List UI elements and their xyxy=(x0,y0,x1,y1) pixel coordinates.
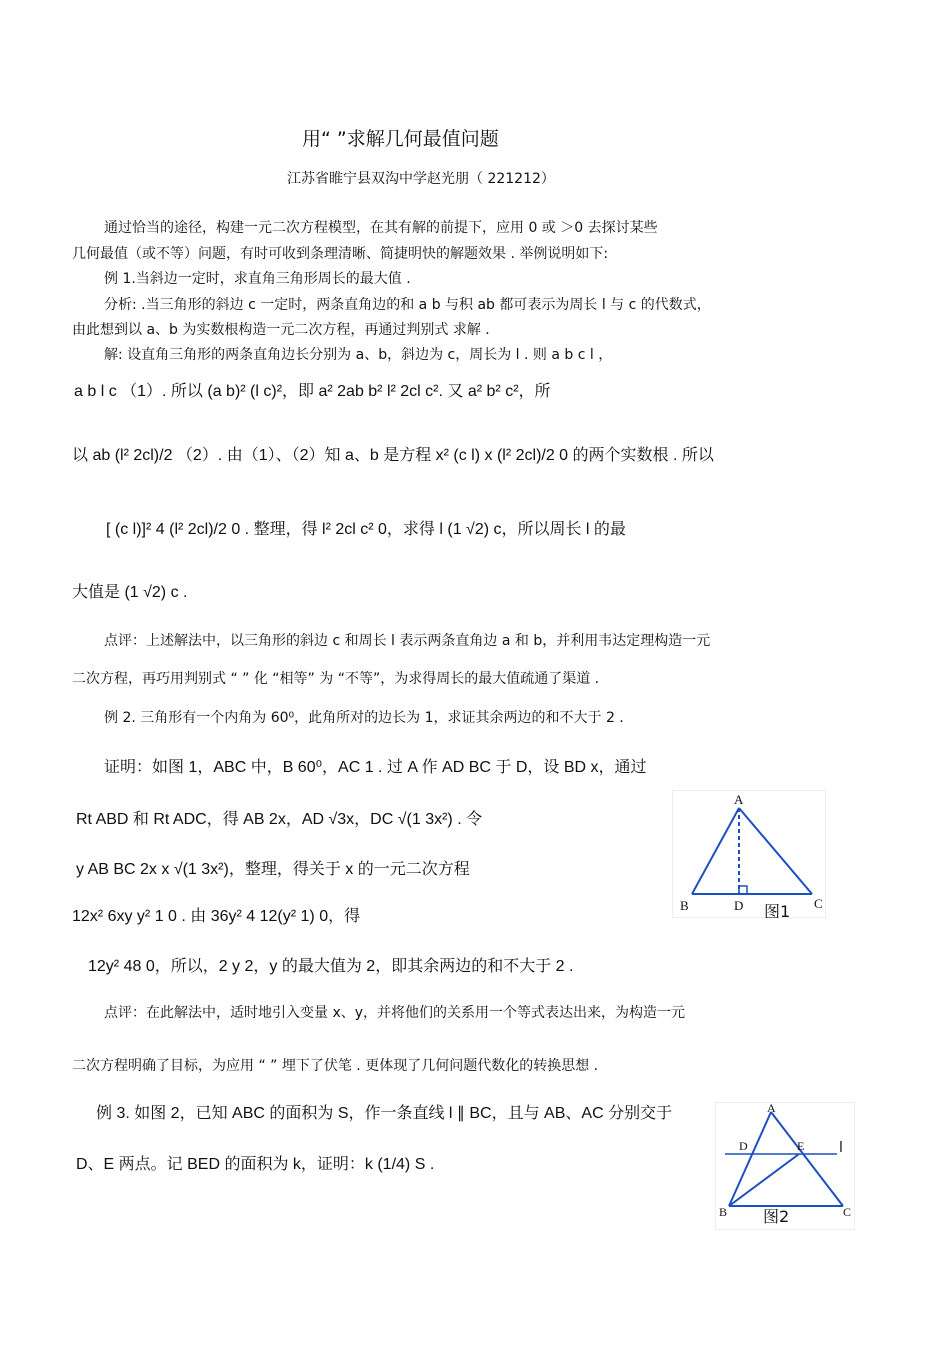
label-l: l xyxy=(839,1140,843,1156)
proof-line: Rt ABD 和 Rt ADC，得 AB 2x，AD √3x，DC √(1 3x²) . 令 xyxy=(76,811,483,828)
page-title: 用“ ”求解几何最值问题 xyxy=(302,128,499,150)
figure-1-caption: 图1 xyxy=(764,902,791,918)
comment-line: 点评：上述解法中，以三角形的斜边 c 和周长 l 表示两条直角边 a 和 b，并利用韦达定理构造一元 xyxy=(104,633,711,649)
body-line: 通过恰当的途径，构建一元二次方程模型，在其有解的前提下，应用 0 或 ＞0 去探讨某些 xyxy=(104,220,658,236)
body-line: 分析: .当三角形的斜边 c 一定时，两条直角边的和 a b 与积 ab 都可表示为周长 l 与 c 的代数式， xyxy=(104,297,711,313)
body-line: 几何最值（或不等）问题，有时可收到条理清晰、简捷明快的解题效果 . 举例说明如下: xyxy=(72,246,609,262)
label-d: D xyxy=(739,1139,748,1153)
comment-line: 二次方程明确了目标，为应用 “ ” 埋下了伏笔 . 更体现了几何问题代数化的转换思想 . xyxy=(72,1058,599,1074)
example-line: D、E 两点。记 BED 的面积为 k，证明：k (1/4) S . xyxy=(76,1156,435,1173)
label-c: C xyxy=(814,896,823,911)
label-b: B xyxy=(719,1205,728,1219)
proof-line: 证明：如图 1，ABC 中，B 60⁰，AC 1 . 过 A 作 AD BC 于 D，设 BD x，通过 xyxy=(104,759,647,776)
equation-line: 以 ab (l² 2cl)/2 （2）. 由（1）、（2）知 a、b 是方程 x² (c l) x (l² 2cl)/2 0 的两个实数根 . 所以 xyxy=(72,447,714,464)
label-e: E xyxy=(797,1139,805,1153)
label-a: A xyxy=(734,792,744,807)
equation-line: 大值是 (1 √2) c . xyxy=(72,584,188,601)
label-b: B xyxy=(680,898,689,913)
body-line: 例 1.当斜边一定时，求直角三角形周长的最大值 . xyxy=(104,271,411,287)
figure-2-caption: 图2 xyxy=(763,1207,790,1226)
proof-line: y AB BC 2x x √(1 3x²)，整理，得关于 x 的一元二次方程 xyxy=(76,861,470,878)
equation-line: [ (c l)]² 4 (l² 2cl)/2 0 . 整理，得 l² 2cl c² 0，求得 l (1 √2) c，所以周长 l 的最 xyxy=(106,521,626,538)
proof-line: 12y² 48 0，所以，2 y 2，y 的最大值为 2，即其余两边的和不大于 2 . xyxy=(88,958,574,975)
body-line: 由此想到以 a、b 为实数根构造一元二次方程，再通过判别式 求解 . xyxy=(72,322,490,338)
comment-line: 点评：在此解法中，适时地引入变量 x、y，并将他们的关系用一个等式表达出来，为构造一元 xyxy=(104,1005,686,1021)
figure-2 xyxy=(715,1102,855,1230)
author-line: 江苏省睢宁县双沟中学赵光朋（ 221212） xyxy=(287,171,555,187)
example-heading: 例 2. 三角形有一个内角为 60⁰，此角所对的边长为 1，求证其余两边的和不大于 2 . xyxy=(104,710,624,726)
label-c: C xyxy=(843,1205,852,1219)
figure-1 xyxy=(672,790,826,918)
label-a: A xyxy=(767,1102,776,1115)
proof-line: 12x² 6xy y² 1 0 . 由 36y² 4 12(y² 1) 0，得 xyxy=(72,908,361,925)
example-heading: 例 3. 如图 2，已知 ABC 的面积为 S，作一条直线 l ∥ BC，且与 AB、AC 分别交于 xyxy=(96,1105,673,1122)
body-line: 解: 设直角三角形的两条直角边长分别为 a、b，斜边为 c，周长为 l . 则 a b c l ， xyxy=(104,347,613,363)
equation-line: a b l c （1）. 所以 (a b)² (l c)²，即 a² 2ab b² l² 2cl c². 又 a² b² c²，所 xyxy=(74,383,551,400)
label-d: D xyxy=(734,898,744,913)
comment-line: 二次方程，再巧用判别式 “ ” 化 “相等” 为 “不等”，为求得周长的最大值疏通了渠道 . xyxy=(72,671,600,687)
